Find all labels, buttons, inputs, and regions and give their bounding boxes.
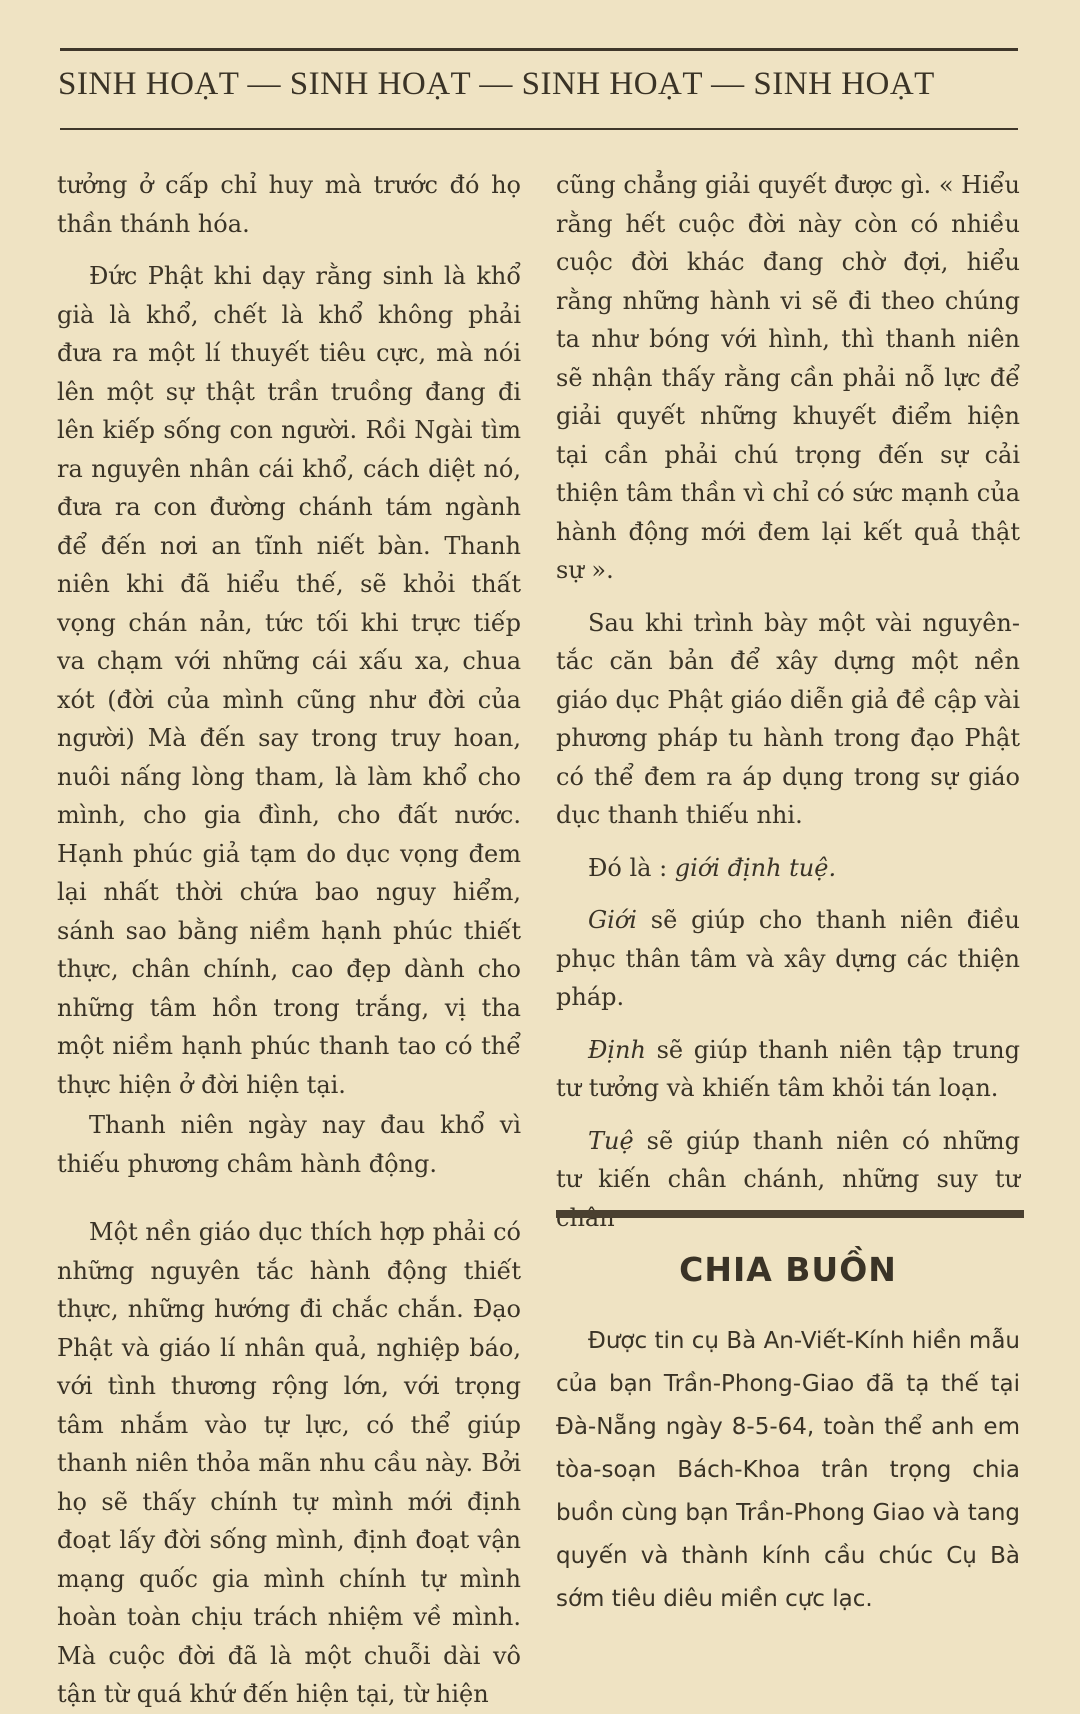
section-header: SINH HOẠT — SINH HOẠT — SINH HOẠT — SINH HOẠT	[58, 66, 935, 102]
left-paragraph-3: Thanh niên ngày nay đau khổ vì thiếu phương châm hành động.	[57, 1111, 521, 1178]
right-paragraph-5	[556, 1031, 1020, 1108]
right-paragraph-3-emphasis: giới định tuệ.	[674, 853, 837, 882]
dinh-term: Định	[588, 1035, 646, 1064]
notice-body: Được tin cụ Bà An-Viết-Kính hiền mẫu của bạn Trần-Phong-Giao đã tạ thế tại Đà-Nẵng ngày 8-5-64, toàn thể anh em tòa-soạn Bách-Khoa trân trọng chia buồn cùng bạn Trần-Phong Giao và tang quyến và thành kính cầu chúc Cụ Bà sớm tiêu diêu miền cực lạc.	[556, 1328, 1020, 1612]
header-top-rule	[60, 48, 1018, 51]
right-paragraph-1: cũng chẳng giải quyết được gì. « Hiểu rằng hết cuộc đời này còn có nhiều cuộc đời khác đang chờ đợi, hiểu rằng những hành vi sẽ đi theo chúng ta như bóng với hình, thì thanh niên sẽ nhận thấy rằng cần phải nỗ lực để giải quyết những khuyết điểm hiện tại cần phải chú trọng đến sự cải thiện tâm thần vì chỉ có sức mạnh của hành động mới đem lại kết quả thật sự ».	[556, 171, 1020, 584]
right-paragraph-3-lead: Đó là :	[588, 853, 675, 882]
right-paragraph-3	[556, 849, 1020, 888]
right-paragraph-4	[556, 901, 1020, 1017]
tue-text: sẽ giúp thanh niên có những tư kiến chân chánh, những suy tư	[556, 1126, 1020, 1193]
left-column	[57, 166, 521, 1714]
tue-term: Tuệ	[588, 1126, 634, 1155]
gioi-term: Giới	[588, 906, 637, 934]
right-paragraph-2: Sau khi trình bày một vài nguyên-tắc căn bản để xây dựng một nền giáo dục Phật giáo diễn giả đề cập vài phương pháp tu hành trong đạo Phật có thể đem ra áp dụng trong sự giáo dục thanh thiếu nhi.	[556, 608, 1020, 829]
gioi-text: sẽ giúp cho thanh niên điều phục thân tâm và xây dựng các thiện pháp.	[556, 906, 1020, 1011]
right-paragraph-6	[556, 1122, 1020, 1238]
header-bottom-rule	[60, 128, 1018, 130]
left-paragraph-2: Đức Phật khi dạy rằng sinh là khổ già là khổ, chết là khổ không phải đưa ra một lí thuyết tiêu cực, mà nói lên một sự thật trần truồng đang đi lên kiếp sống con người. Rồi Ngài tìm ra nguyên nhân cái khổ, cách diệt nó, đưa ra con đường chánh tám ngành để đến nơi an tĩnh niết bàn. Thanh niên khi đã hiểu thế, sẽ khỏi thất vọng chán nản, tức tối khi trực tiếp va chạm với những cái xấu xa, chua xót (đời của mình cũng như đời của người) Mà đến say trong truy hoan, nuôi nấng lòng tham, là làm khổ cho mình, cho gia đình, cho đất nước. Hạnh phúc giả tạm do dục vọng đem lại nhất thời chứa bao nguy hiểm, sánh sao bằng niềm hạnh phúc thiết thực, chân chính, cao đẹp dành cho những tâm hồn trong trắng, vị tha một niềm hạnh phúc thanh tao có thể thực hiện ở đời hiện tại.	[57, 262, 521, 1099]
left-paragraph-1: tưởng ở cấp chỉ huy mà trước đó họ thần thánh hóa.	[57, 171, 521, 238]
left-paragraph-4: Một nền giáo dục thích hợp phải có những nguyên tắc hành động thiết thực, những hướng đi chắc chắn. Đạo Phật và giáo lí nhân quả, nghiệp báo, với tình thương rộng lớn, với trọng tâm nhắm vào tự lực, có thể giúp thanh niên thỏa mãn nhu cầu này. Bởi họ sẽ thấy chính tự mình mới định đoạt lấy đời sống mình, định đoạt vận mạng quốc gia mình chính tự mình hoàn toàn chịu trách nhiệm về mình. Mà cuộc đời đã là một chuỗi dài vô tận từ quá khứ đến hiện tại, từ hiện	[57, 1218, 521, 1708]
right-column	[556, 166, 1020, 1237]
notice-divider	[556, 1210, 1024, 1218]
dinh-text: sẽ giúp thanh niên tập trung tư tưởng và khiến tâm khỏi tán loạn.	[556, 1035, 1020, 1102]
notice-title: CHIA BUỒN	[679, 1250, 897, 1289]
